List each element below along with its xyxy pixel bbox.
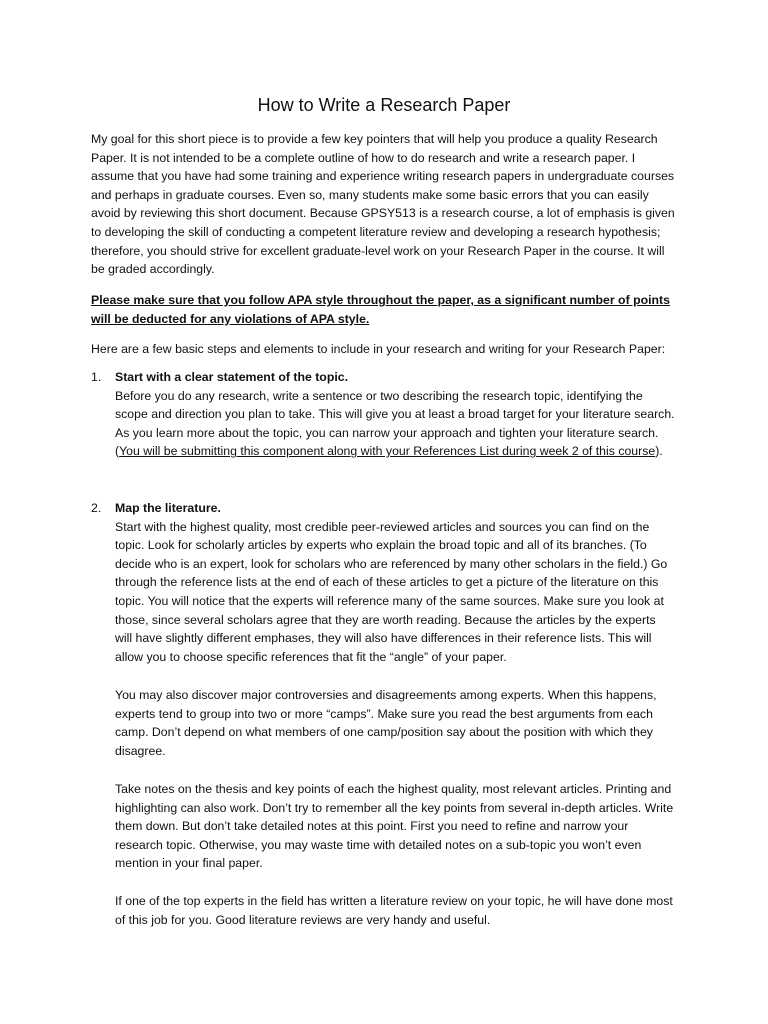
- apa-style-notice: Please make sure that you follow APA style throughout the paper, as a significant number of points will be deducted for any violations of APA style.: [91, 293, 670, 326]
- step-number: 1.: [91, 370, 102, 384]
- intro-paragraph: My goal for this short piece is to provide a few key pointers that will help you produce a quality Research Paper. It is not intended to be a complete outline of how to do research and write a research paper. I assume that you have had some training and experience writing research papers in undergraduate courses and perhaps in graduate courses. Even so, many students make some basic errors that you can easily avoid by reviewing this short document. Because GPSY513 is a research course, a lot of emphasis is given to developing the skill of conducting a competent literature review and developing a research hypothesis; therefore, you should strive for excellent graduate-level work on your Research Paper in the course. It will be graded accordingly.: [91, 132, 675, 277]
- step-paragraph: You may also discover major controversies and disagreements among experts. When this happens, experts tend to group into two or more “camps”. Make sure you read the best arguments from each camp. Don’t depend on what members of one camp/position say about the position with which they disagree.: [115, 688, 657, 758]
- step-paragraph: [115, 387, 675, 461]
- step-paragraph: Take notes on the thesis and key points of each the highest quality, most relevant articles. Printing and highlighting can also work. Don’t try to remember all the key points from several in-depth articles. Write them down. But don’t take detailed notes at this point. First you need to refine and narrow your research topic. Otherwise, you may waste time with detailed notes on a sub-topic you won’t even mention in your final paper.: [115, 782, 674, 871]
- step-heading: Start with a clear statement of the topic.: [115, 370, 349, 384]
- document-title: How to Write a Research Paper: [257, 95, 511, 115]
- step-paragraph: If one of the top experts in the field has written a literature review on your topic, he will have done most of this job for you. Good literature reviews are very handy and useful.: [115, 894, 673, 927]
- step-text: Before you do any research, write a sentence or two describing the research topic, identifying the scope and direction you plan to take. This will give you at least a broad target for your literature search. As you learn more about the topic, you can narrow your approach and tighten your literature search. (: [115, 388, 675, 459]
- submission-note: You will be submitting this component along with your References List during week 2 of this course: [119, 444, 656, 459]
- step-text-end: ).: [655, 444, 663, 459]
- steps-intro: Here are a few basic steps and elements to include in your research and writing for your Research Paper:: [91, 342, 666, 356]
- step-heading: Map the literature.: [115, 501, 221, 515]
- step-number: 2.: [91, 501, 102, 515]
- step-paragraph: Start with the highest quality, most credible peer-reviewed articles and sources you can find on the topic. Look for scholarly articles by experts who explain the broad topic and all of its branches. (To decide who is an expert, look for scholars who are referenced by many other scholars in the field.) Go through the reference lists at the end of each of these articles to get a picture of the literature on this topic. You will notice that the experts will reference many of the same sources. Make sure you look at those, since several scholars agree that they are worth reading. Because the articles by the experts will have slightly different emphases, they will also have differences in their reference lists. This will allow you to choose specific references that fit the “angle” of your paper.: [115, 519, 668, 664]
